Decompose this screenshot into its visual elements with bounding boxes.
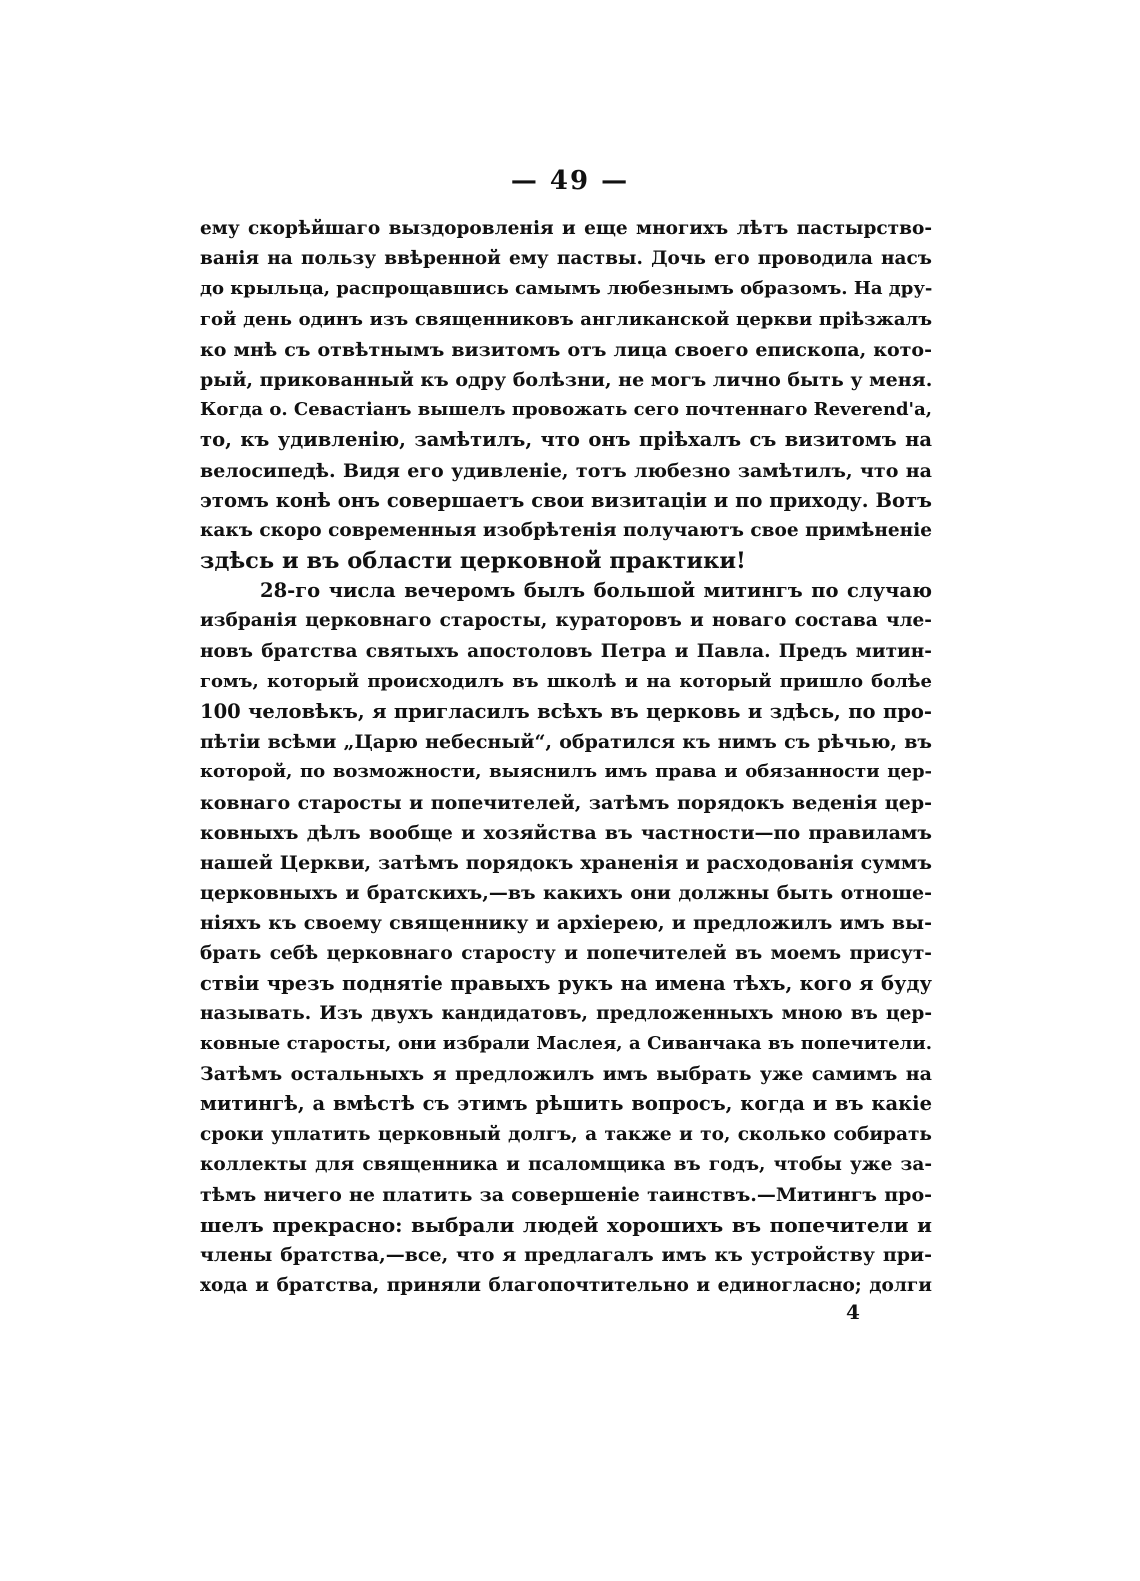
text-line: которой, по возможности, выяснилъ имъ права и обязанности цер- [200,761,932,783]
text-line: ко мнѣ съ отвѣтнымъ визитомъ отъ лица своего епископа, кото- [200,338,932,361]
text-line: гой день одинъ изъ священниковъ англиканской церкви пріѣзжалъ [200,308,932,330]
text-line: 100 человѣкъ, я пригласилъ всѣхъ въ церковь и здѣсь, по про- [200,700,932,723]
text-line: какъ скоро современныя изобрѣтенія получаютъ свое примѣненіе [200,519,932,541]
text-line: брать себѣ церковнаго старосту и попечителей въ моемъ присут- [200,942,932,964]
text-line: рый, прикованный къ одру болѣзни, не могъ лично быть у меня. [200,368,933,391]
text-line: сроки уплатить церковный долгъ, а также и то, сколько собирать [200,1123,932,1145]
text-line: ковныхъ дѣлъ вообще и хозяйства въ частности—по правиламъ [200,821,932,844]
text-line: церковныхъ и братскихъ,—въ какихъ они должны быть отноше- [200,882,932,905]
text-line: здѣсь и въ области церковной практики! [200,548,746,575]
text-line: ніяхъ къ своему священнику и архіерею, и предложилъ имъ вы- [200,912,932,935]
text-line: ковнаго старосты и попечителей, затѣмъ порядокъ веденія цер- [200,791,932,814]
text-line: новъ братства святыхъ апостоловъ Петра и Павла. Предъ митин- [200,640,932,662]
text-line: нашей Церкви, затѣмъ порядокъ храненія и расходованія суммъ [200,851,932,874]
text-line: ванія на пользу ввѣренной ему паствы. Дочь его проводила насъ [200,248,932,270]
text-line: избранія церковнаго старосты, кураторовъ и новаго состава чле- [200,610,932,632]
signature-mark: 4 [846,1300,860,1324]
text-line: ствіи чрезъ поднятіе правыхъ рукъ на имена тѣхъ, кого я буду [200,971,932,995]
text-line: тѣмъ ничего не платить за совершеніе таинствъ.—Митингъ про- [200,1184,932,1206]
text-line: то, къ удивленію, замѣтилъ, что онъ пріѣхалъ съ визитомъ на [200,428,932,452]
text-line: ковные старосты, они избрали Маслея, а Сиванчака въ попечители. [200,1033,932,1055]
text-line: члены братства,—все, что я предлагалъ имъ къ устройству при- [200,1244,932,1267]
text-line: этомъ конѣ онъ совершаетъ свои визитаціи и по приходу. Вотъ [200,488,932,512]
text-line: велосипедѣ. Видя его удивленіе, тотъ любезно замѣтилъ, что на [200,459,932,482]
text-line: хода и братства, приняли благопочтительно и единогласно; долги [200,1274,932,1296]
text-line: до крыльца, распрощавшись самымъ любезнымъ образомъ. На дру- [200,278,933,300]
body-text [200,214,932,1301]
text-line: называть. Изъ двухъ кандидатовъ, предложенныхъ мною въ цер- [200,1002,932,1024]
text-line: Когда о. Севастіанъ вышелъ провожать сего почтеннаго Reverend'а, [200,399,932,421]
text-line: митингѣ, а вмѣстѣ съ этимъ рѣшить вопросъ, когда и въ какіе [200,1092,932,1116]
text-line: ему скорѣйшаго выздоровленія и еще многихъ лѣтъ пастырство- [200,218,932,239]
text-line: коллекты для священника и псаломщика въ годъ, чтобы уже за- [200,1153,932,1175]
text-line: шелъ прекрасно: выбрали людей хорошихъ въ попечители и [200,1213,932,1238]
paragraph-start-line: 28-го числа вечеромъ былъ большой митингъ по случаю [260,579,932,603]
text-line: гомъ, который происходилъ въ школѣ и на который пришло болѣе [200,670,932,692]
text-line: Затѣмъ остальныхъ я предложилъ имъ выбрать уже самимъ на [200,1063,932,1086]
page-number: — 49 — [510,166,630,196]
text-line: пѣтіи всѣми „Царю небесный“, обратился къ нимъ съ рѣчью, въ [200,731,932,754]
